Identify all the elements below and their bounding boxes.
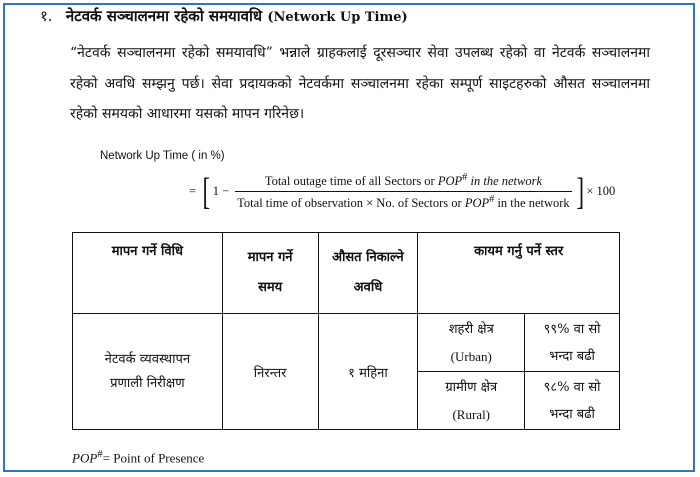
cell-time: निरन्तर xyxy=(222,314,318,430)
cell-rural-value: ९८% वा सो भन्दा बढी xyxy=(525,372,620,430)
header-method: मापन गर्ने विधि xyxy=(73,233,223,314)
section-title-en: (Network Up Time) xyxy=(267,10,408,25)
header-standard: कायम गर्नु पर्ने स्तर xyxy=(418,233,620,314)
right-bracket-icon: ] xyxy=(576,170,584,213)
left-bracket-icon: [ xyxy=(202,170,211,213)
formula-one-minus: 1 − xyxy=(212,184,230,199)
cell-rural: ग्रामीण क्षेत्र (Rural) xyxy=(418,372,525,430)
formula-equals: = xyxy=(189,184,197,199)
header-period: औसत निकाल्ने अवधि xyxy=(318,233,418,314)
cell-period: १ महिना xyxy=(318,314,418,430)
standards-table xyxy=(72,232,620,430)
formula xyxy=(189,172,615,211)
formula-multiplier: × 100 xyxy=(586,184,616,199)
table-row xyxy=(73,314,620,372)
section-number: १. xyxy=(40,7,53,25)
footnote: POP#= Point of Presence xyxy=(72,448,205,466)
cell-urban-value: ९९% वा सो भन्दा बढी xyxy=(525,314,620,372)
formula-label: Network Up Time ( in %) xyxy=(100,150,225,162)
section-heading xyxy=(40,6,408,26)
formula-denominator: Total time of observation × No. of Sectors or POP# in the network xyxy=(237,194,570,211)
formula-fraction xyxy=(235,172,572,211)
header-time: मापन गर्ने समय xyxy=(222,233,318,314)
cell-method: नेटवर्क व्यवस्थापन प्रणाली निरीक्षण xyxy=(73,314,223,430)
section-title-np: नेटवर्क सञ्चालनमा रहेको समयावधि xyxy=(65,7,263,25)
definition-paragraph: “नेटवर्क सञ्चालनमा रहेको समयावधि” भन्नाले ग्राहकलाई दूरसञ्चार सेवा उपलब्ध रहेको वा नेटवर्क सञ्चालनमा रहेको अवधि सम्झनु पर्छ। सेवा प्रदायकको नेटवर्कमा सञ्चालनमा रहेका सम्पूर्ण साइटहरुको औसत सञ्चालनमा रहेको समयको आधारमा यसको मापन गरिनेछ। xyxy=(70,45,650,122)
table-header-row xyxy=(73,233,620,314)
cell-urban: शहरी क्षेत्र (Urban) xyxy=(418,314,525,372)
formula-numerator: Total outage time of all Sectors or POP# in the network xyxy=(264,172,543,189)
